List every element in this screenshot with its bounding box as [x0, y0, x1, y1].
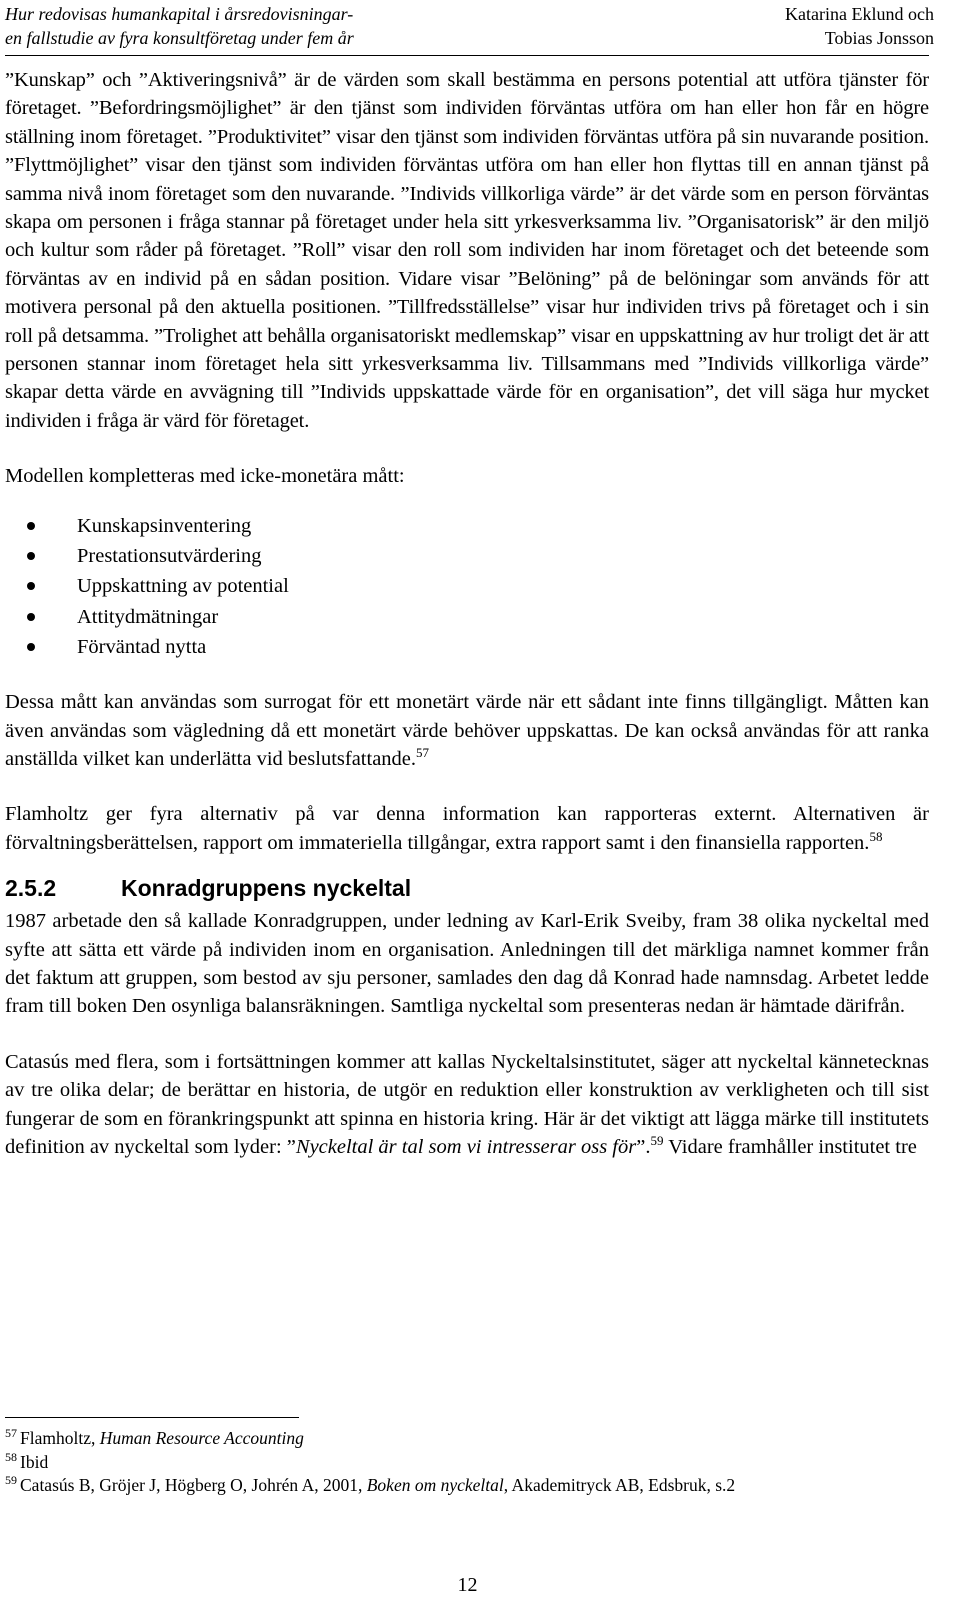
section-number: 2.5.2 [5, 875, 57, 902]
footnote-58 [5, 1451, 929, 1475]
paragraph-konradgruppen: 1987 arbetade den så kallade Konradgruppen, under ledning av Karl-Erik Sveiby, fram 38 olika nyckeltal med syfte att sätta ett värde på individen inom en organisation. Anledningen till det märkliga namnet kommer från det faktum att gruppen, som bestod av sju personer, samlades den dag då Konrad hade namnsdag. Arbetet ledde fram till boken Den osynliga balansräkningen. Samtliga nyckeltal som presenteras nedan är hämtade därifrån. [5, 910, 929, 1018]
header-title-line-2: en fallstudie av fyra konsultföretag under fem år [5, 28, 354, 48]
section-heading [5, 873, 929, 903]
footnote-number: 58 [5, 1449, 17, 1464]
section-title: Konradgruppens nyckeltal [121, 875, 412, 902]
footnote-text: Catasús B, Gröjer J, Högberg O, Johrén A, 2001, [20, 1475, 367, 1495]
footnote-text-end: , Akademitryck AB, Edsbruk, s.2 [503, 1475, 736, 1495]
footnote-ref-59[interactable]: 59 [650, 1133, 664, 1149]
body-text [5, 66, 929, 1161]
page-number: 12 [457, 1574, 478, 1596]
list-item-text: Attitydmätningar [77, 605, 219, 628]
list-item [5, 571, 929, 601]
non-monetary-measures-list [5, 511, 929, 662]
footnote-title: Boken om nyckeltal [366, 1475, 504, 1495]
quote-close: ”. [636, 1136, 651, 1159]
list-item [5, 541, 929, 571]
list-item-text: Prestationsutvärdering [77, 544, 262, 567]
definition-quote: Nyckeltal är tal som vi intresserar oss för [295, 1136, 637, 1159]
paragraph-model-values: ”Kunskap” och ”Aktiveringsnivå” är de värden som skall bestämma en persons potential att utföra tjänster för företaget. ”Befordringsmöjlighet” är den tjänst som individen förväntas utföra om han eller hon får en högre ställning inom företaget. ”Produktivitet” visar den tjänst som individen förväntas utföra på sin nuvarande position. ”Flyttmöjlighet” visar den tjänst som individen förväntas utföra om han eller hon flyttas till en annan tjänst på samma nivå inom företaget som den nuvarande. ”Individs villkorliga värde” är det värde som en person förväntas skapa om personen i fråga stannar på företaget under hela sitt yrkesverksamma liv. ”Organisatorisk” är den miljö och kultur som råder på företaget. ”Roll” visar den roll som individen har inom företaget och det beteende som förväntas av en individ på en sådan position. Vidare visar ”Belöning” på de belöningar som används för att motivera personal på den aktuella positionen. ”Tillfredsställelse” visar hur individen trivs på företaget och i sin roll på detsamma. ”Trolighet att behålla organisatoriskt medlemskap” visar en uppskattning av hur troligt det är att personen stannar inom företaget hela sitt yrkesverksamma liv. Tillsammans med ”Individs villkorliga värde” skapar detta värde en avvägning till ”Individs uppskattade värde för en organisation”, det vill säga hur mycket individen i fråga är värd för företaget. [5, 69, 929, 432]
footnote-59 [5, 1474, 929, 1498]
footnote-text: Flamholtz, [20, 1428, 100, 1448]
footnote-57 [5, 1427, 929, 1451]
bullet-icon [27, 613, 35, 621]
paragraph-reporting-alternatives [5, 800, 929, 857]
bullet-icon [27, 522, 35, 530]
header-authors-line-1: Katarina Eklund och [785, 4, 934, 24]
paragraph-surrogate-measures [5, 688, 929, 773]
header-title-line-1: Hur redovisas humankapital i årsredovisningar- [5, 4, 354, 24]
list-item-text: Kunskapsinventering [77, 514, 252, 537]
header-rule [5, 55, 929, 56]
header-authors-line-2: Tobias Jonsson [824, 28, 934, 48]
paragraph-nyckeltalsinstitutet [5, 1048, 929, 1162]
bullet-icon [27, 552, 35, 560]
list-item [5, 511, 929, 541]
bullet-icon [27, 582, 35, 590]
list-item-text: Uppskattning av potential [77, 575, 289, 598]
footnote-text: Ibid [20, 1451, 49, 1472]
footnote-number: 57 [5, 1426, 17, 1441]
paragraph-non-monetary-intro: Modellen kompletteras med icke-monetära mått: [5, 465, 405, 488]
footnote-number: 59 [5, 1473, 17, 1488]
paragraph-text: Dessa mått kan användas som surrogat för ett monetärt värde när ett sådant inte finns tillgängligt. Måtten kan även användas som vägledning då ett monetärt värde behöver uppskattas. De kan också användas för att ranka anställda vilket kan underlätta vid beslutsfattande. [5, 691, 929, 770]
footnotes [5, 1427, 929, 1498]
paragraph-text-end: Vidare framhåller institutet tre [663, 1136, 917, 1159]
bullet-icon [27, 643, 35, 651]
running-header-authors [634, 2, 934, 50]
footnote-ref-57[interactable]: 57 [416, 745, 430, 761]
list-item-text: Förväntad nytta [77, 635, 207, 658]
paragraph-text: Flamholtz ger fyra alternativ på var denna information kan rapporteras externt. Alternativen är förvaltningsberättelsen, rapport om immateriella tillgångar, extra rapport samt i den finansiella rapporten. [5, 803, 929, 854]
footnote-ref-58[interactable]: 58 [869, 828, 883, 844]
list-item [5, 632, 929, 662]
footnote-rule [5, 1417, 299, 1418]
footnote-title: Human Resource Accounting [99, 1428, 304, 1448]
paragraph-text: Catasús med flera, som i fortsättningen kommer att kallas Nyckeltalsinstitutet, säger att nyckeltal kännetecknas av tre olika delar; de berättar en historia, de utgör en reduktion eller konstruktion av verkligheten och till sist fungerar de som en förankringspunkt att spinna en historia kring. Här är det viktigt att lägga märke till institutets definition av nyckeltal som lyder: ” [5, 1050, 929, 1159]
running-header-title [5, 2, 485, 50]
list-item [5, 602, 929, 632]
